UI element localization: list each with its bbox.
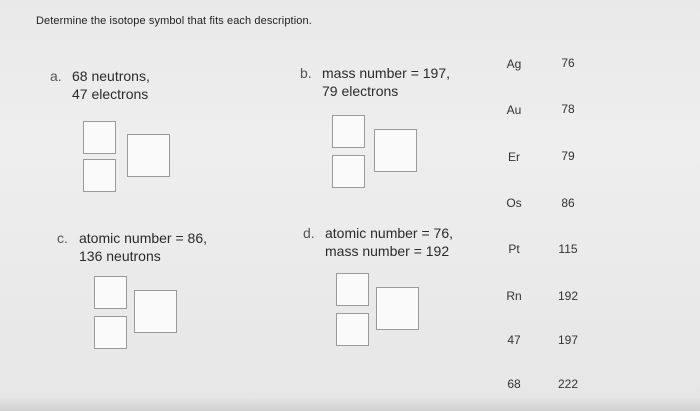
question-c-line1: atomic number = 86,: [79, 230, 208, 246]
answer-tile[interactable]: 68: [507, 377, 521, 391]
question-c: [57, 229, 207, 265]
question-a-line2: 47 electrons: [72, 86, 149, 102]
question-b-line2: 79 electrons: [322, 83, 399, 99]
answer-tile[interactable]: 78: [561, 102, 575, 116]
question-b: [300, 64, 450, 100]
question-c-mass-number-box[interactable]: [94, 276, 127, 309]
answer-tile[interactable]: 47: [507, 333, 521, 347]
question-c-letter: c.: [57, 230, 68, 246]
question-d-mass-number-box[interactable]: [336, 273, 369, 306]
question-b-mass-number-box[interactable]: [332, 115, 365, 148]
question-d: [303, 224, 453, 260]
question-d-letter: d.: [303, 225, 315, 241]
answer-tile[interactable]: 76: [561, 56, 575, 70]
question-d-element-box[interactable]: [376, 287, 419, 330]
answer-tile[interactable]: 86: [561, 196, 575, 210]
answer-tile[interactable]: Pt: [508, 242, 520, 256]
question-c-element-box[interactable]: [134, 290, 177, 333]
question-b-letter: b.: [300, 65, 312, 81]
answer-tile[interactable]: Os: [506, 196, 522, 210]
question-a-atomic-number-box[interactable]: [83, 159, 116, 192]
answer-tile[interactable]: Ag: [506, 57, 522, 71]
question-a-mass-number-box[interactable]: [83, 121, 116, 154]
question-d-line2: mass number = 192: [325, 243, 450, 259]
answer-tile[interactable]: Rn: [506, 289, 522, 303]
question-b-line1: mass number = 197,: [322, 65, 451, 81]
answer-tile[interactable]: Au: [506, 103, 522, 117]
bottom-shadow: [0, 397, 700, 411]
question-a-line1: 68 neutrons,: [72, 68, 150, 84]
answer-tile[interactable]: 197: [557, 333, 579, 347]
answer-tile[interactable]: 79: [561, 149, 575, 163]
question-a-letter: a.: [50, 68, 62, 84]
answer-tile[interactable]: 222: [557, 377, 579, 391]
question-d-atomic-number-box[interactable]: [336, 313, 369, 346]
answer-tile[interactable]: 192: [557, 289, 579, 303]
question-a: [50, 67, 150, 103]
question-b-element-box[interactable]: [374, 129, 417, 172]
instructions-title: Determine the isotope symbol that fits each description.: [36, 15, 312, 27]
question-c-line2: 136 neutrons: [79, 248, 161, 264]
question-a-element-box[interactable]: [127, 134, 170, 177]
question-c-atomic-number-box[interactable]: [94, 316, 127, 349]
answer-tile[interactable]: 115: [558, 242, 578, 256]
answer-tile[interactable]: Er: [508, 150, 520, 164]
question-d-line1: atomic number = 76,: [325, 225, 454, 241]
question-b-atomic-number-box[interactable]: [332, 155, 365, 188]
